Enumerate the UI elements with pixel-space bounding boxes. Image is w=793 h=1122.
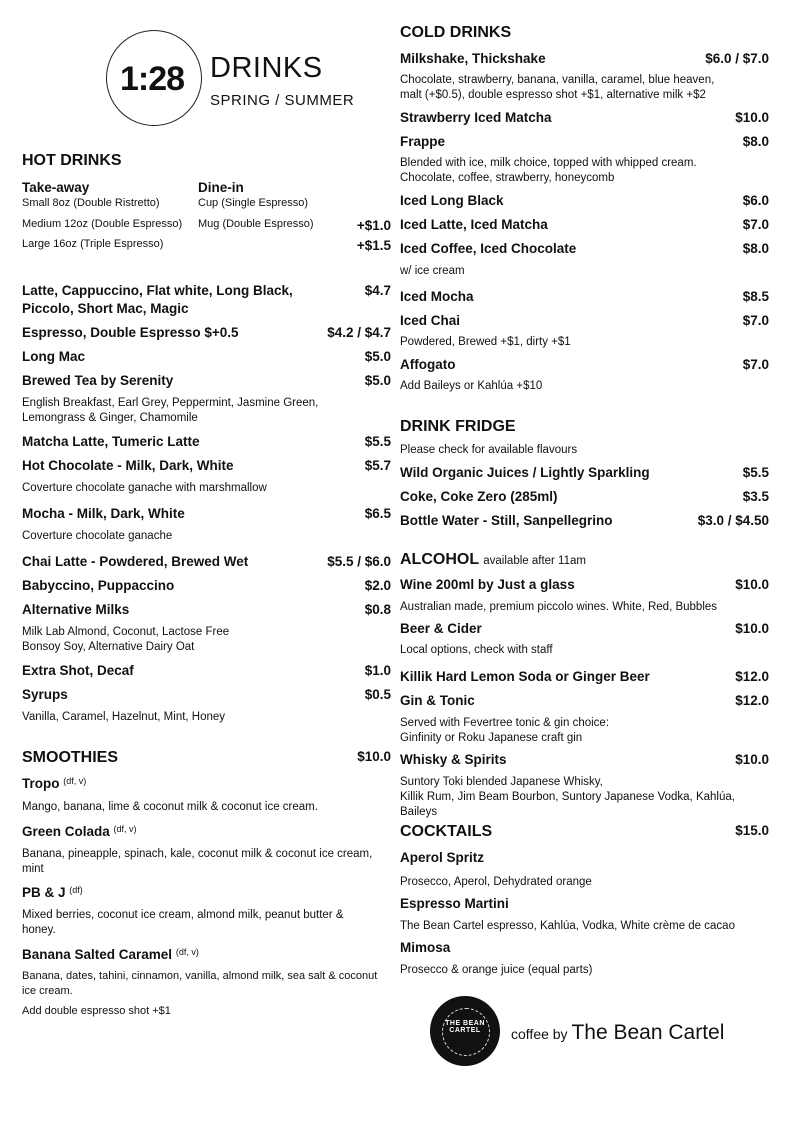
menu-item: Bottle Water - Still, Sanpellegrino $3.0 / $4.50: [400, 513, 769, 528]
size-price: +$1.5: [356, 238, 391, 253]
menu-item: Strawberry Iced Matcha $10.0: [400, 110, 769, 125]
menu-item: Matcha Latte, Tumeric Latte $5.5: [22, 434, 391, 449]
menu-item-desc: w/ ice cream: [400, 265, 465, 277]
menu-item-desc: Vanilla, Caramel, Hazelnut, Mint, Honey: [22, 711, 226, 723]
hot-drinks-heading: HOT DRINKS: [22, 152, 122, 169]
menu-item: Wine 200ml by Just a glass $10.0: [400, 577, 769, 592]
menu-item: Affogato $7.0: [400, 357, 769, 372]
menu-item-desc: malt (+$0.5), double espresso shot +$1, alternative milk +$2: [400, 89, 706, 101]
menu-item-desc: ice cream.: [22, 985, 73, 997]
menu-item: Espresso Martini: [400, 896, 509, 911]
menu-item: Milkshake, Thickshake $6.0 / $7.0: [400, 51, 769, 66]
menu-item-desc: Australian made, premium piccolo wines. White, Red, Bubbles: [400, 601, 718, 613]
menu-item-desc: Served with Fevertree tonic & gin choice:: [400, 717, 610, 729]
menu-item: Aperol Spritz: [400, 850, 485, 865]
page-title: DRINKS: [210, 52, 323, 84]
menu-item-desc: Bonsoy Soy, Alternative Dairy Oat: [22, 641, 195, 653]
menu-item: Iced Mocha $8.5: [400, 289, 769, 304]
brand-name: The Bean Cartel: [571, 1021, 725, 1044]
menu-item: Coke, Coke Zero (285ml) $3.5: [400, 489, 769, 504]
menu-item-desc: English Breakfast, Earl Grey, Peppermint, Jasmine Green,: [22, 397, 319, 409]
menu-item-desc: Prosecco & orange juice (equal parts): [400, 964, 593, 976]
menu-item-desc: Chocolate, strawberry, banana, vanilla, caramel, blue heaven,: [400, 74, 715, 86]
menu-item: Gin & Tonic $12.0: [400, 693, 769, 708]
right-column: [400, 0, 769, 1122]
size-dinein: Mug (Double Espresso): [198, 218, 314, 230]
menu-item: Frappe $8.0: [400, 134, 769, 149]
menu-item-desc: Banana, pineapple, spinach, kale, coconut milk & coconut ice cream,: [22, 848, 373, 860]
menu-item: Chai Latte - Powdered, Brewed Wet $5.5 / $6.0: [22, 554, 391, 569]
logo-text: 1:28: [120, 60, 185, 98]
left-column: [22, 0, 391, 1122]
menu-item: Mimosa: [400, 940, 451, 955]
cocktails-heading: COCKTAILS: [400, 823, 493, 840]
menu-item: Green Colada (df, v): [22, 824, 137, 839]
menu-item-desc: Ginfinity or Roku Japanese craft gin: [400, 732, 583, 744]
menu-item-desc: mint: [22, 863, 44, 875]
menu-item: Banana Salted Caramel (df, v): [22, 947, 199, 962]
size-dinein: Cup (Single Espresso): [198, 197, 309, 209]
menu-item-desc: Killik Rum, Jim Beam Bourbon, Suntory Japanese Vodka, Kahlúa, Baileys: [400, 791, 735, 818]
menu-item: Tropo (df, v): [22, 776, 87, 791]
alcohol-heading: ALCOHOL available after 11am: [400, 551, 586, 568]
menu-item-desc: Add Baileys or Kahlúa +$10: [400, 380, 543, 392]
menu-item: Brewed Tea by Serenity $5.0: [22, 373, 391, 388]
menu-item: Iced Long Black $6.0: [400, 193, 769, 208]
menu-item: Latte, Cappuccino, Flat white, Long Black, $4.7: [22, 283, 391, 298]
menu-item-desc: Blended with ice, milk choice, topped with whipped cream.: [400, 157, 697, 169]
menu-item-desc: The Bean Cartel espresso, Kahlúa, Vodka, White crème de cacao: [400, 920, 735, 932]
menu-item: Iced Chai $7.0: [400, 313, 769, 328]
menu-item-note: Add double espresso shot +$1: [22, 1005, 171, 1017]
alcohol-note: available after 11am: [483, 555, 586, 567]
menu-item-desc: Coverture chocolate ganache: [22, 530, 173, 542]
menu-item: Iced Coffee, Iced Chocolate $8.0: [400, 241, 769, 256]
menu-item: Mocha - Milk, Dark, White $6.5: [22, 506, 391, 521]
menu-item: Alternative Milks $0.8: [22, 602, 391, 617]
coffee-by: [511, 1021, 724, 1045]
menu-item: Wild Organic Juices / Lightly Sparkling $5.5: [400, 465, 769, 480]
menu-item: Killik Hard Lemon Soda or Ginger Beer $12.0: [400, 669, 769, 684]
size-takeaway: Medium 12oz (Double Espresso): [22, 218, 183, 230]
smoothies-price: $10.0: [357, 749, 391, 764]
menu-item-desc: Mixed berries, coconut ice cream, almond milk, peanut butter &: [22, 909, 344, 921]
coffee-by-label: coffee by: [511, 1026, 568, 1042]
drink-fridge-note: Please check for available flavours: [400, 444, 578, 456]
menu-item: Babyccino, Puppaccino $2.0: [22, 578, 391, 593]
size-takeaway: Large 16oz (Triple Espresso): [22, 238, 164, 250]
menu-item: Long Mac $5.0: [22, 349, 391, 364]
size-takeaway: Small 8oz (Double Ristretto): [22, 197, 160, 209]
drink-fridge-heading: DRINK FRIDGE: [400, 418, 516, 435]
menu-item-desc: Local options, check with staff: [400, 644, 553, 656]
menu-item: Iced Latte, Iced Matcha $7.0: [400, 217, 769, 232]
menu-item-desc: honey.: [22, 924, 56, 936]
menu-item-name-cont: Piccolo, Short Mac, Magic: [22, 301, 189, 316]
smoothies-heading: SMOOTHIES: [22, 749, 119, 766]
menu-item: Espresso, Double Espresso $+0.5 $4.2 / $4.7: [22, 325, 391, 340]
menu-item-desc: Lemongrass & Ginger, Chamomile: [22, 412, 198, 424]
size-price: +$1.0: [356, 218, 391, 233]
menu-item-desc: Mango, banana, lime & coconut milk & coconut ice cream.: [22, 801, 318, 813]
menu-item-desc: Chocolate, coffee, strawberry, honeycomb: [400, 172, 615, 184]
badge-text: THE BEAN CARTEL: [445, 1020, 485, 1034]
takeaway-label: Take-away: [22, 180, 90, 195]
cold-drinks-heading: COLD DRINKS: [400, 24, 512, 41]
menu-item-desc: Banana, dates, tahini, cinnamon, vanilla, almond milk, sea salt & coconut: [22, 970, 378, 982]
menu-item: Syrups $0.5: [22, 687, 391, 702]
menu-item-desc: Coverture chocolate ganache with marshmallow: [22, 482, 267, 494]
menu-item-desc: Powdered, Brewed +$1, dirty +$1: [400, 336, 571, 348]
menu-item: Whisky & Spirits $10.0: [400, 752, 769, 767]
menu-item: Extra Shot, Decaf $1.0: [22, 663, 391, 678]
page-subtitle: SPRING / SUMMER: [210, 92, 355, 109]
menu-item-desc: Suntory Toki blended Japanese Whisky,: [400, 776, 603, 788]
menu-item: PB & J (df): [22, 885, 83, 900]
menu-item: Hot Chocolate - Milk, Dark, White $5.7: [22, 458, 391, 473]
dinein-label: Dine-in: [198, 180, 244, 195]
cocktails-price: $15.0: [735, 823, 769, 838]
bean-cartel-badge: [430, 996, 500, 1066]
menu-item-desc: Milk Lab Almond, Coconut, Lactose Free: [22, 626, 230, 638]
menu-item: Beer & Cider $10.0: [400, 621, 769, 636]
menu-item-desc: Prosecco, Aperol, Dehydrated orange: [400, 876, 592, 888]
